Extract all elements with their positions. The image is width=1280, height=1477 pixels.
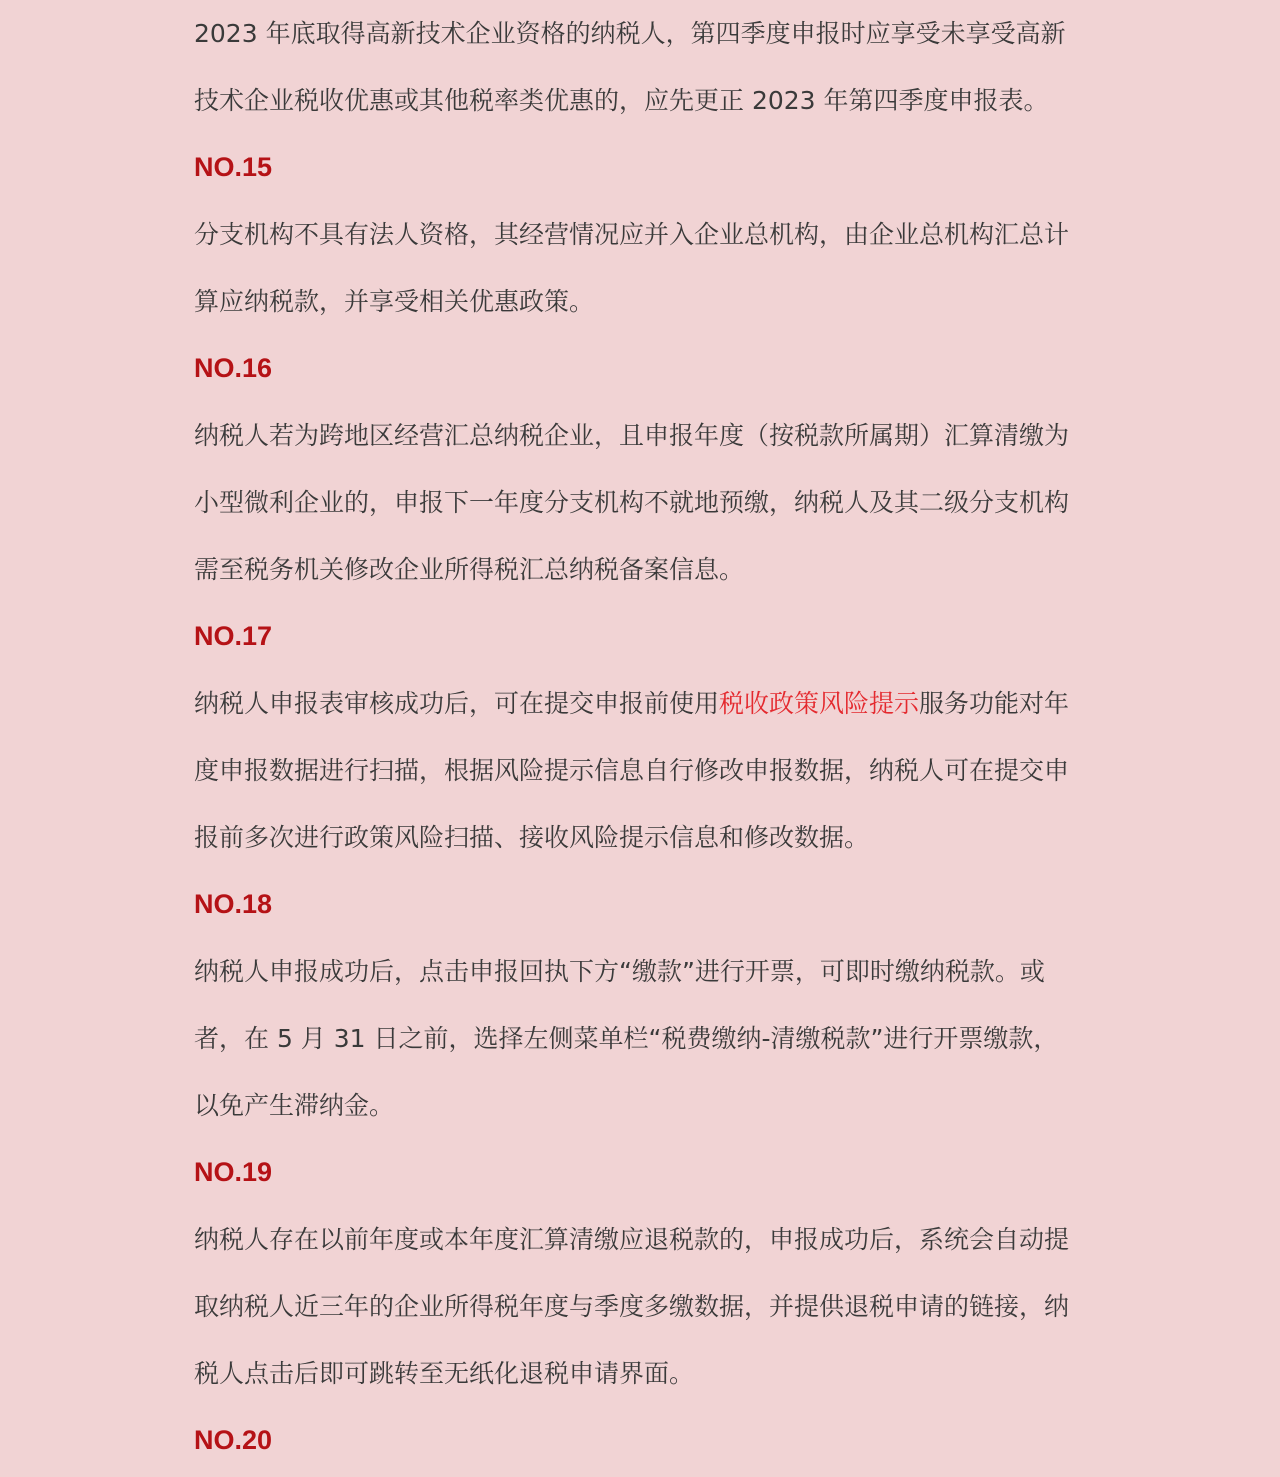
text-line: 纳税人若为跨地区经营汇总纳税企业，且申报年度（按税款所属期）汇算清缴为 [194,421,1070,450]
text-line: 税人点击后即可跳转至无纸化退税申请界面。 [194,1359,695,1388]
text-line: 需至税务机关修改企业所得税汇总纳税备案信息。 [194,555,745,584]
text-line: 度申报数据进行扫描，根据风险提示信息自行修改申报数据，纳税人可在提交申 [194,756,1070,785]
paragraph-no16 [194,402,1089,603]
paragraph-no14-tail [194,0,1089,134]
policy-risk-link[interactable]: 税收政策风险提示 [719,689,920,718]
text-line: 纳税人申报成功后，点击申报回执下方“缴款”进行开票，可即时缴纳税款。或 [194,957,1045,986]
text-line: 者，在 5 月 31 日之前，选择左侧菜单栏“税费缴纳-清缴税款”进行开票缴款， [194,1024,1059,1053]
text-segment: 纳税人申报表审核成功后，可在提交申报前使用 [194,689,720,718]
text-line: 取纳税人近三年的企业所得税年度与季度多缴数据，并提供退税申请的链接，纳 [194,1292,1070,1321]
paragraph-no18 [194,938,1089,1139]
text-line: 纳税人存在以前年度或本年度汇算清缴应退税款的，申报成功后，系统会自动提 [194,1225,1070,1254]
paragraph-no19 [194,1206,1089,1407]
section-heading-no16: NO.16 [194,353,273,383]
paragraph-no15 [194,201,1089,335]
text-line: 2023 年底取得高新技术企业资格的纳税人，第四季度申报时应享受未享受高新 [194,19,1066,48]
article-body [194,0,1089,1474]
text-line: 分支机构不具有法人资格，其经营情况应并入企业总机构，由企业总机构汇总计 [194,220,1070,249]
section-heading-no18: NO.18 [194,889,273,919]
text-segment: 服务功能对年 [919,689,1070,718]
text-line: 报前多次进行政策风险扫描、接收风险提示信息和修改数据。 [194,823,870,852]
text-line: 以免产生滞纳金。 [194,1091,395,1120]
text-line: 小型微利企业的，申报下一年度分支机构不就地预缴，纳税人及其二级分支机构 [194,488,1070,517]
paragraph-no17 [194,670,1089,871]
section-heading-no20: NO.20 [194,1425,273,1455]
section-heading-no19: NO.19 [194,1157,273,1187]
text-line [194,670,1089,737]
section-heading-no15: NO.15 [194,152,273,182]
section-heading-no17: NO.17 [194,621,273,651]
text-line: 算应纳税款，并享受相关优惠政策。 [194,287,595,316]
text-line: 技术企业税收优惠或其他税率类优惠的，应先更正 2023 年第四季度申报表。 [194,86,1049,115]
